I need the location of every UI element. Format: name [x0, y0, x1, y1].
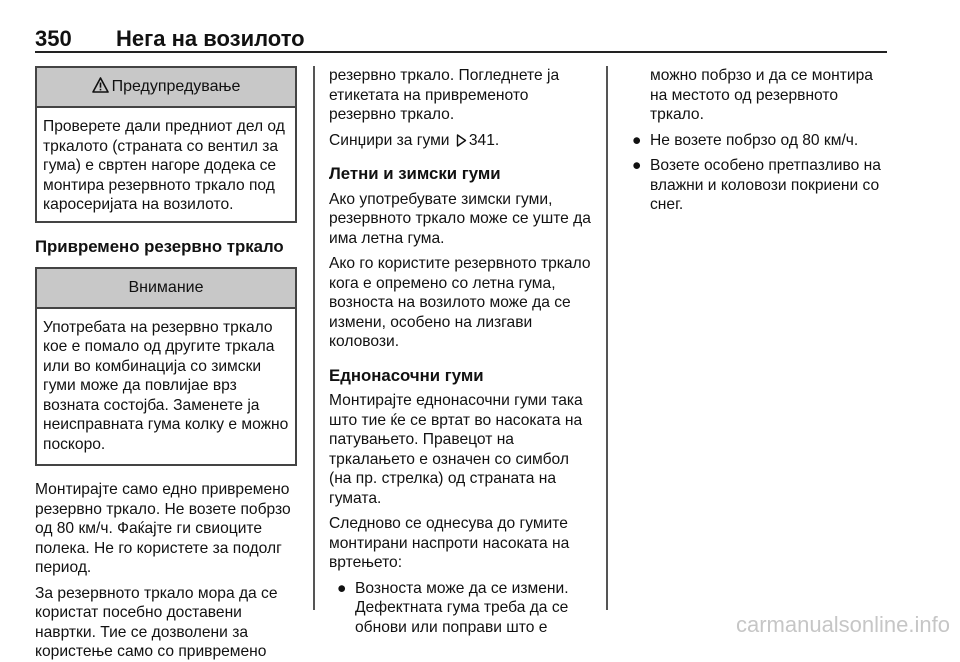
column-3: [624, 66, 890, 215]
column-2: [329, 66, 593, 637]
paragraph: Монтирајте еднонасочни гуми така што тие ќе се вртат во насоката на патувањето. Правецот на тркалањето е означен со симбол (на пр. стрелка) од страната на гумата.: [329, 392, 583, 507]
watermark: carmanualsonline.info: [735, 612, 950, 637]
bullet-list: [329, 579, 593, 638]
paragraph: Ако употребувате зимски гуми, резервното тркало може се уште да има летна гума.: [329, 190, 591, 247]
paragraph: Следново се однесува до гумите монтирани наспроти насоката на вртењето:: [329, 515, 570, 571]
cross-reference-text: Синџири за гуми: [329, 131, 450, 149]
warning-triangle-icon: [92, 70, 109, 108]
page-title: Нега на возилото: [116, 26, 305, 51]
section-heading-temporary-spare: Привремено резервно тркало: [35, 237, 284, 256]
notice-box-heading: Внимание: [37, 269, 295, 309]
bullet-marker: ●: [337, 579, 347, 597]
warning-box-heading: [37, 68, 295, 108]
section-heading-summer-winter-tyres: Летни и зимски гуми: [329, 164, 501, 183]
paragraph: можно побрзо и да се монтира на местото од резервното тркало.: [650, 67, 873, 123]
list-item-text: Возноста може да се измени. Дефектната гума треба да се обнови или поправи што е: [355, 579, 569, 636]
paragraph: За резервното тркало мора да се користат посебно доставени навртки. Тие се дозволени за користење само со привремено: [35, 584, 278, 660]
header-rule: [35, 51, 887, 53]
list-item-text: Возете особено претпазливо на влажни и коловози покриени со снег.: [650, 157, 881, 213]
list-item: [624, 131, 890, 151]
paragraph: резервно тркало. Погледнете ја етикетата на привременото резервно тркало.: [329, 67, 560, 123]
cross-reference-page[interactable]: 341.: [468, 131, 500, 149]
page-number: 350: [35, 26, 72, 51]
bullet-marker: ●: [632, 157, 642, 174]
list-item: [624, 156, 890, 215]
section-heading-directional-tyres: Еднонасочни гуми: [329, 365, 484, 385]
list-item: [329, 579, 593, 638]
notice-box: [35, 267, 297, 467]
warning-box-text: Проверете дали предниот дел од тркалото (страната со вентил за гума) е свртен нагоре додека се монтира резервното тркало под каросеријата на возилото.: [43, 118, 285, 213]
list-item-text: Не возете побрзо од 80 км/ч.: [650, 131, 859, 149]
column-divider-1: [313, 66, 315, 610]
bullet-list: [624, 131, 890, 215]
warning-box-heading-text: Предупредување: [111, 78, 241, 95]
paragraph: Монтирајте само едно привремено резервно тркало. Не возете побрзо од 80 км/ч. Фаќајте ги свиоците полека. Не го користете за подолг период.: [35, 481, 291, 576]
paragraph: Ако го користите резервното тркало кога е опремено со летна гума, возноста на возилото може да се измени, особено на лизгави коловози.: [329, 255, 591, 350]
column-1: [35, 66, 297, 662]
cross-reference: [329, 131, 593, 153]
column-divider-2: [606, 66, 608, 610]
page-reference-arrow-icon: [456, 133, 467, 153]
bullet-marker: ●: [632, 131, 642, 149]
notice-box-text: Употребата на резервно тркало кое е помало од другите тркала или во комбинација со зимски гуми може да повлијае врз возната состојба. Заменете ја неисправната гума колку е можно поскоро.: [43, 318, 289, 453]
warning-box: [35, 66, 297, 223]
